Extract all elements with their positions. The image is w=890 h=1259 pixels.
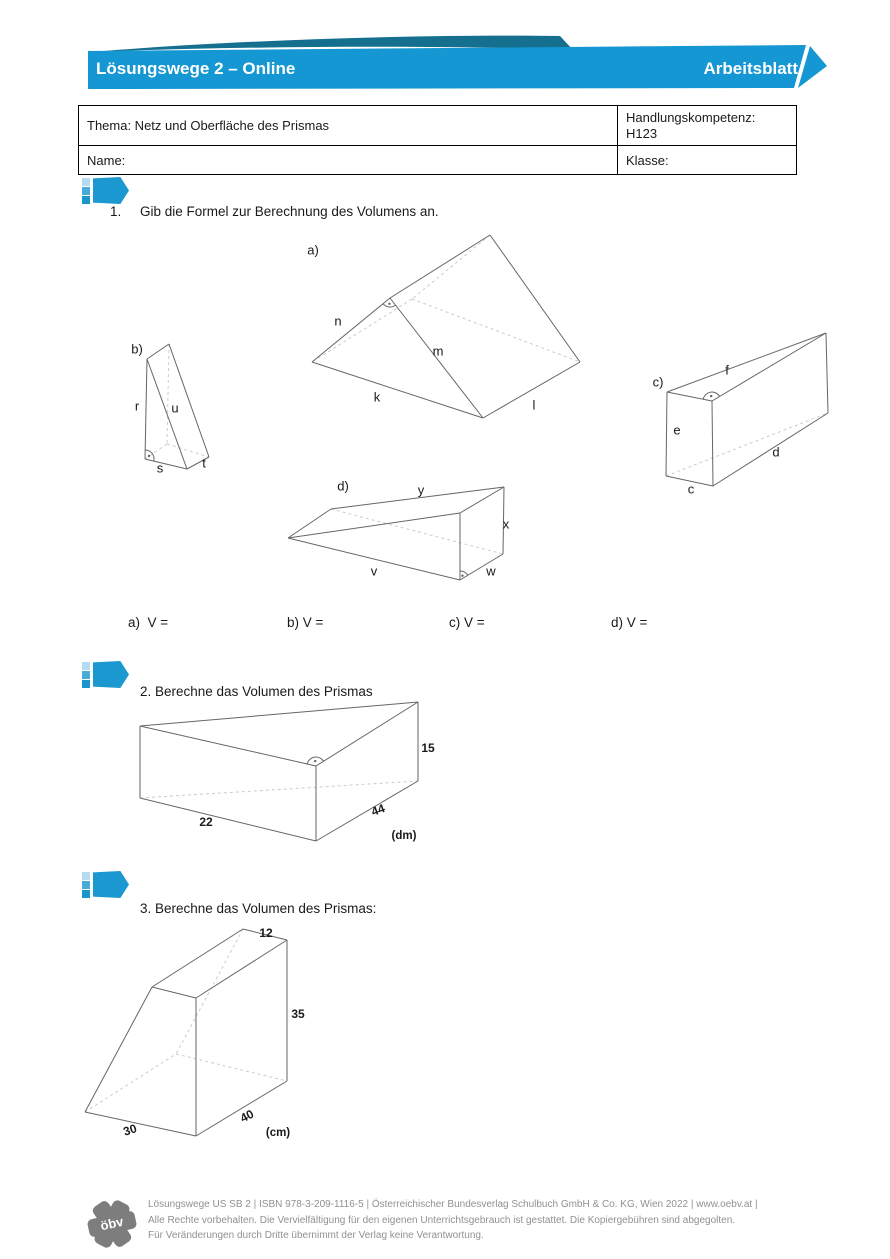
figure-prism3 (80, 920, 320, 1150)
oebv-logo-text: öbv (99, 1213, 125, 1234)
oebv-logo (86, 1194, 138, 1252)
edge-label-x: x (502, 516, 510, 532)
kompetenz-value: H123 (626, 126, 658, 141)
dim-side-b: 44 (369, 801, 387, 819)
figure-prism2 (135, 700, 445, 850)
footer-line-3: Für Veränderungen durch Dritte übernimmt der Verlag keine Verantwortung. (148, 1230, 484, 1241)
dim-bottom: 40 (237, 1106, 257, 1126)
figure-a-caption: a) (307, 242, 319, 258)
task2-text: 2. Berechne das Volumen des Prismas (140, 684, 373, 699)
task3-marker-icon (82, 871, 129, 898)
figure-d-prism (285, 470, 520, 590)
kompetenz-label: Handlungskompetenz: (626, 110, 756, 125)
figure-a-prism (288, 228, 598, 433)
worksheet-badge: Arbeitsblatt (703, 59, 798, 78)
arrow-icon (93, 661, 129, 688)
figure-b-prism (125, 335, 230, 480)
footer-line-1: Lösungswege US SB 2 | ISBN 978-3-209-1116-5 | Österreichischer Bundesverlag Schulbuch GmbH & Co. KG, Wien 2022 | www.oebv.at | (148, 1199, 758, 1210)
answer-b[interactable]: b) V = (287, 615, 324, 630)
edge-label-r: r (134, 398, 140, 414)
edge-label-n: n (334, 313, 342, 329)
edge-label-w: w (486, 563, 496, 579)
edge-label-l: l (532, 397, 536, 413)
footer-line-2: Alle Rechte vorbehalten. Die Vervielfältigung für den eigenen Unterrichtsgebrauch ist gestattet. Die Kopiergebühren sind abgegolten. (148, 1214, 736, 1226)
kompetenz-cell (618, 106, 796, 146)
edge-label-e: e (673, 422, 681, 438)
answer-c[interactable]: c) V = (449, 615, 485, 630)
edge-label-u: u (171, 400, 179, 416)
info-table (78, 105, 797, 175)
figure-c-prism (645, 330, 845, 500)
dim-top: 12 (259, 926, 273, 940)
figure-c-caption: c) (652, 374, 664, 390)
figure-b-caption: b) (131, 341, 143, 357)
edge-label-c: c (687, 481, 695, 497)
dim-unit: (dm) (391, 830, 417, 842)
answer-d[interactable]: d) V = (611, 615, 648, 630)
edge-label-m: m (432, 343, 444, 359)
page-title: Lösungswege 2 – Online (96, 59, 296, 78)
task3-text: 3. Berechne das Volumen des Prismas: (140, 901, 377, 916)
task2-marker-icon (82, 661, 129, 688)
arrow-icon (93, 177, 129, 204)
dim-unit: (cm) (265, 1127, 291, 1139)
footer-imprint (148, 1197, 808, 1244)
dim-height: 15 (421, 741, 435, 755)
task1-marker-icon (82, 177, 129, 204)
arrow-icon (93, 871, 129, 898)
edge-label-v: v (370, 563, 378, 579)
figure-d-caption: d) (337, 478, 349, 494)
thema-cell: Thema: Netz und Oberfläche des Prismas (79, 106, 618, 146)
dim-side-a: 22 (199, 815, 213, 829)
name-field[interactable]: Name: (79, 146, 618, 174)
edge-label-f: f (725, 362, 729, 378)
edge-label-s: s (156, 460, 164, 476)
dim-left: 30 (121, 1121, 139, 1139)
klasse-field[interactable]: Klasse: (626, 152, 669, 168)
edge-label-t: t (202, 455, 206, 471)
edge-label-y: y (417, 482, 425, 498)
task1-number: 1. (110, 204, 122, 219)
edge-label-k: k (373, 389, 381, 405)
task1-text: Gib die Formel zur Berechnung des Volumens an. (140, 204, 439, 219)
answer-a[interactable]: a) V = (128, 615, 169, 630)
dim-right: 35 (291, 1007, 305, 1021)
edge-label-d: d (772, 444, 780, 460)
